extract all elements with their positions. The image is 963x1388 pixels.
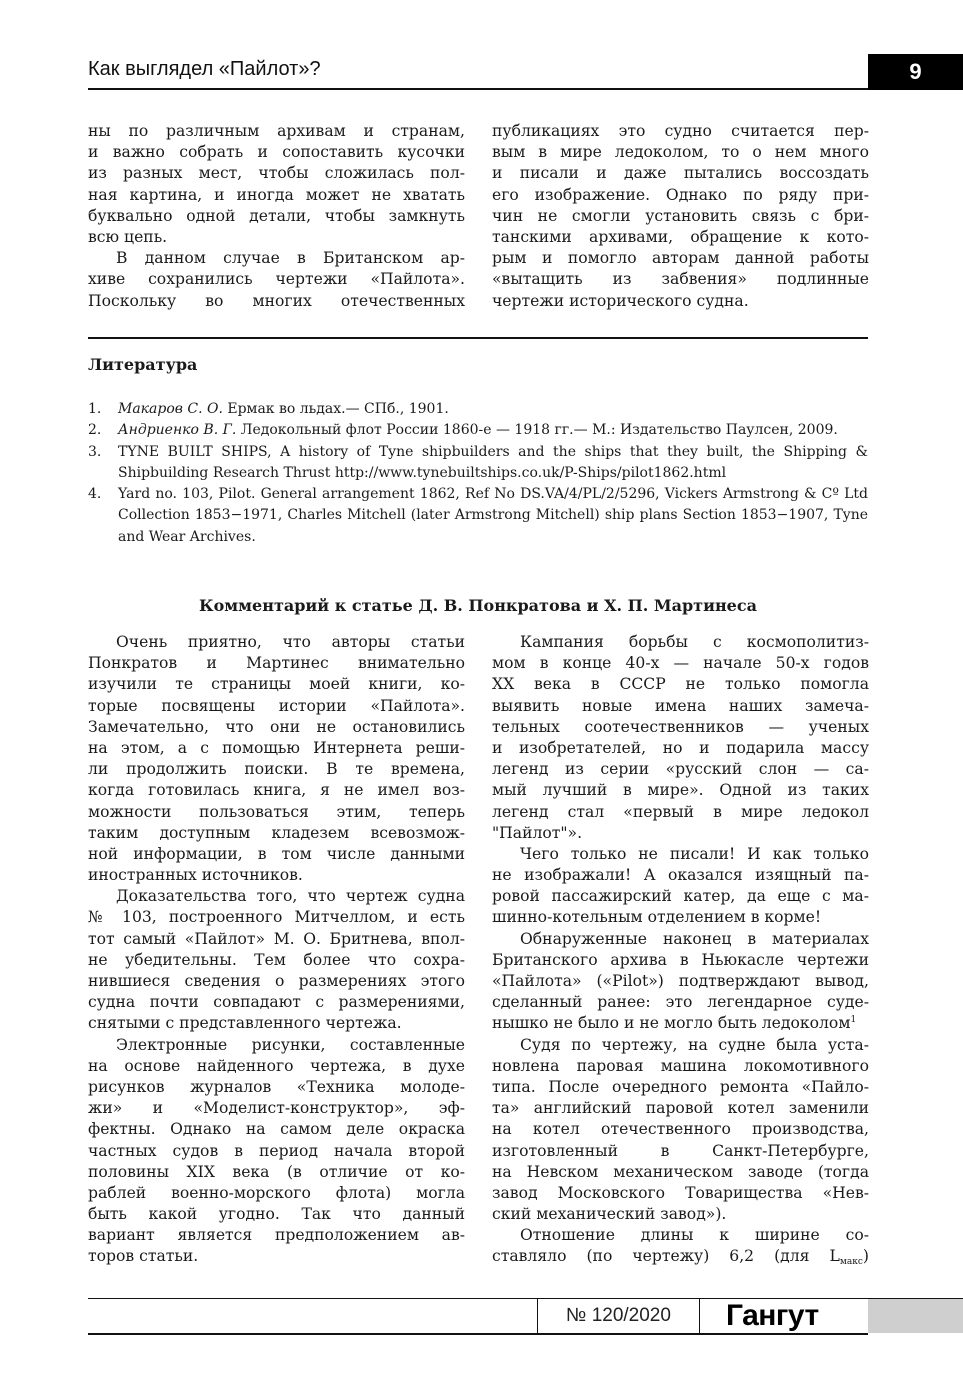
issue-number: № 120/2020: [537, 1298, 700, 1334]
text-line: [492, 1013, 869, 1034]
text-line: на Невском механическом заводе (тогда: [492, 1162, 869, 1181]
text-line: Обнаруженные наконец в материалах: [520, 929, 869, 948]
text-line: раблей военно-морского флота) могла: [88, 1183, 465, 1202]
text-line: иностранных источников.: [88, 866, 303, 885]
reference-item: [88, 420, 868, 441]
text-line: буквально одной детали, чтобы замкнуть: [88, 206, 465, 225]
text-line: на основе найденного чертежа, в духе: [88, 1056, 465, 1075]
text-line: чин не смогли установить связь с бри-: [492, 206, 869, 225]
text-line: на котел отечественного производства,: [492, 1120, 869, 1139]
text-line: хиве сохранились чертежи «Пайлота».: [88, 270, 465, 289]
text-line: «вытащить из забвения» подлинные: [492, 270, 869, 289]
reference-text: Yard no. 103, Pilot. General arrangement 1862, Ref No DS.VA/4/PL/2/5296, Vickers Armstrong & Cº Ltd Collection 1853−1971, Charles Mitchell (later Armstrong Mitchell) ship plans Section 1853−1907, Tyne and Wear Archives.: [118, 486, 868, 545]
header-divider: [88, 88, 868, 90]
reference-number: 1.: [88, 401, 102, 417]
reference-text: Ледокольный флот России 1860-е — 1918 гг.— М.: Издательство Паулсен, 2009.: [236, 422, 838, 439]
page-number: 9: [868, 54, 963, 90]
text-line: ли продолжить поиски. В те времена,: [88, 760, 465, 779]
text-line: Очень приятно, что авторы статьи: [116, 633, 465, 651]
footnote-marker: 1: [850, 1015, 857, 1026]
top-right-column: [492, 121, 869, 312]
text-line: не изображали! А оказался изящный па-: [492, 866, 869, 885]
reference-number: 4.: [88, 486, 102, 503]
text-line: тот самый «Пайлот» М. О. Бритнева, впол-: [88, 929, 465, 948]
reference-list: [88, 399, 868, 548]
reference-text: TYNE BUILT SHIPS, A history of Tyne shipbuilders and the ships that they built, the Shipping & Shipbuilding Research Thrust http://www.tynebuiltships.co.uk/P-Ships/pilot1862.html: [118, 443, 868, 481]
reference-item: [88, 399, 868, 420]
literature-heading: Литература: [88, 355, 198, 374]
text-line: типа. После очередного ремонта «Пайло-: [492, 1077, 869, 1096]
text-line: Чего только не писали! И как только: [520, 844, 869, 863]
text-line: В данном случае в Британском ар-: [116, 249, 465, 268]
text-line: торые посвящены истории «Пайлота».: [88, 696, 465, 715]
section-divider: [88, 337, 868, 339]
text-line: можности пользоваться этим, теперь: [88, 802, 465, 821]
text-line: ский механический завод»).: [492, 1205, 727, 1224]
text-line: судна почти совпадают с размерениями,: [88, 993, 465, 1012]
text-line: ровой пассажирский катер, да еще с ма-: [492, 887, 869, 906]
text-line: половины XIX века (в отличие от ко-: [88, 1162, 465, 1181]
text-line: быть какой угодно. Так что данный: [88, 1205, 465, 1224]
text-line: Судя по чертежу, на судне была уста-: [520, 1035, 869, 1054]
text-line: не убедительны. Тем более что сохра-: [88, 950, 465, 969]
text-line: шинно-котельным отделением в корме!: [492, 908, 822, 927]
text-run: ставляло (по чертежу) 6,2 (для L: [492, 1247, 840, 1266]
comment-heading: Комментарий к статье Д. В. Понкратова и Х. П. Мартинеса: [199, 596, 757, 615]
text-line: «Пайлота» («Pilot») подтверждают вывод,: [492, 972, 869, 990]
text-line: Электронные рисунки, составленные: [116, 1035, 465, 1054]
text-line: жи» и «Моделист-конструктор», эф-: [88, 1099, 465, 1118]
subscript: макс: [839, 1257, 863, 1268]
reference-number: 3.: [88, 443, 102, 460]
text-line: и изобретателей, но и подарила массу: [492, 738, 869, 757]
text-line: мом в конце 40-х — начале 50-х годов: [492, 654, 869, 673]
text-line: вым в мире ледоколом, то о нем много: [492, 143, 869, 162]
text-line: "Пайлот"».: [492, 823, 583, 842]
text-line: ная картина, и иногда может не хватать: [88, 185, 465, 204]
reference-text: Ермак во льдах.— СПб., 1901.: [222, 401, 449, 417]
text-line: нившиеся сведения о размерениях этого: [88, 972, 465, 990]
reference-item: [88, 484, 868, 548]
text-line: публикациях это судно считается пер-: [492, 122, 869, 140]
text-line: чертежи исторического судна.: [492, 291, 749, 310]
text-line: ны по различным архивам и странам,: [88, 122, 465, 140]
text-line: [492, 1246, 869, 1267]
text-line: рым и помогло авторам данной работы: [492, 249, 869, 268]
text-line: танскими архивами, обращение к кото-: [492, 227, 869, 246]
text-line: сделанный ранее: это легендарное суде-: [492, 993, 869, 1012]
text-line: новлена паровая машина локомотивного: [492, 1056, 869, 1075]
text-line: выявить новые имена наших замеча-: [492, 696, 869, 715]
text-line: Британского архива в Ньюкасле чертежи: [492, 950, 869, 969]
text-line: когда готовилась книга, я не имел воз-: [88, 781, 465, 800]
text-line: завод Московского Товарищества «Нев-: [492, 1183, 869, 1202]
reference-item: [88, 442, 868, 485]
text-line: на этом, а с помощью Интернета реши-: [88, 738, 465, 757]
text-line: таким доступным кладезем всевозмож-: [88, 823, 465, 842]
text-line: торов статьи.: [88, 1247, 199, 1266]
text-line: и писали и даже пытались воссоздать: [492, 164, 869, 183]
text-line: легенд из серии «русский слон — са-: [492, 760, 869, 779]
text-line: легенд стал «первый в мире ледокол: [492, 802, 869, 821]
text-run: нышко не было и не могло быть ледоколом: [492, 1014, 851, 1033]
text-run: ): [862, 1247, 869, 1266]
reference-number: 2.: [88, 422, 102, 439]
text-line: и важно собрать и сопоставить кусочки: [88, 143, 465, 162]
text-line: мый лучший в мире». Одной из таких: [492, 781, 869, 800]
text-line: Понкратов и Мартинес внимательно: [88, 654, 465, 673]
text-line: Поскольку во многих отечественных: [88, 291, 465, 310]
text-line: всю цепь.: [88, 227, 168, 246]
reference-author: Макаров С. О.: [118, 401, 223, 417]
text-line: частных судов в период начала второй: [88, 1141, 465, 1160]
text-line: XX века в СССР не только помогла: [492, 675, 869, 694]
text-line: Замечательно, что они не остановились: [88, 717, 465, 736]
text-line: из разных мест, чтобы сложилась пол-: [88, 164, 465, 183]
reference-author: Андриенко В. Г.: [118, 422, 237, 439]
text-line: № 103, построенного Митчеллом, и есть: [88, 908, 465, 927]
text-line: Кампания борьбы с космополитиз-: [520, 633, 869, 651]
comment-right-column: [492, 632, 869, 1268]
magazine-logo: Гангут: [726, 1299, 819, 1332]
text-line: Доказательства того, что чертеж судна: [116, 887, 465, 906]
text-line: вариант является предположением ав-: [88, 1226, 465, 1245]
text-line: фектны. Однако на самом деле окраска: [88, 1120, 465, 1139]
text-line: изготовленный в Санкт-Петербурге,: [492, 1141, 869, 1160]
top-left-column: [88, 121, 465, 312]
text-line: ной информации, в том числе данными: [88, 844, 465, 863]
running-header-title: Как выглядел «Пайлот»?: [88, 58, 321, 80]
text-line: изучили те страницы моей книги, ко-: [88, 675, 465, 694]
comment-left-column: [88, 632, 465, 1268]
text-line: снятыми с представленного чертежа.: [88, 1014, 402, 1033]
footer-gray-block: [868, 1299, 963, 1333]
text-line: тельных соотечественников — ученых: [492, 717, 869, 736]
text-line: его изображение. Однако по ряду при-: [492, 185, 869, 204]
text-line: рисунков журналов «Техника молоде-: [88, 1077, 465, 1096]
text-line: Отношение длины к ширине со-: [520, 1226, 869, 1245]
text-line: та» английский паровой котел заменили: [492, 1099, 869, 1118]
